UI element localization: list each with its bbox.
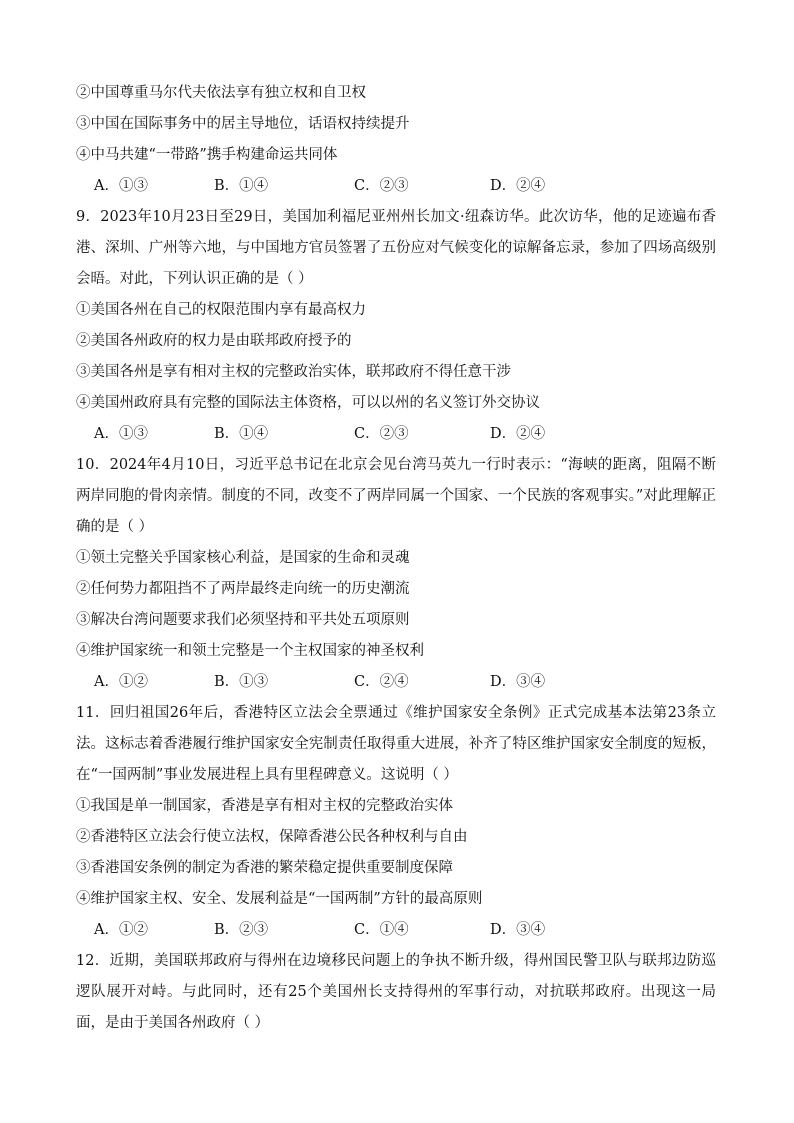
q9-option-b: B．①④	[214, 426, 269, 442]
q10-option-b: B．①③	[214, 674, 269, 690]
q11-stem: 11．回归祖国26年后，香港特区立法会全票通过《维护国家安全条例》正式完成基本法第23条立法。这标志着香港履行维护国家安全宪制责任取得重大进展，补齐了特区维护国家安全制度的短板，在“一国两制”事业发展进程上具有里程碑意义。这说明（ ）	[76, 705, 716, 783]
q8-options	[76, 171, 716, 202]
q9-item-1: ①美国各州在自己的权限范围内享有最高权力	[76, 302, 366, 318]
q8-option-c: C．②③	[354, 178, 409, 194]
q10-option-c: C．②④	[354, 674, 409, 690]
q9-option-d: D．②④	[490, 426, 546, 442]
q11-item-3: ③香港国安条例的制定为香港的繁荣稳定提供重要制度保障	[76, 860, 453, 876]
q8-option-d: D．②④	[490, 178, 546, 194]
q10-item-4: ④维护国家统一和领土完整是一个主权国家的神圣权利	[76, 643, 424, 659]
q10-option-a: A．①②	[94, 674, 148, 690]
q9-item-3: ③美国各州是享有相对主权的完整政治实体，联邦政府不得任意干涉	[76, 364, 511, 380]
q8-item-4: ④中马共建“一带路”携手构建命运共同体	[76, 147, 338, 163]
q11-option-a: A．①②	[94, 922, 148, 938]
q11-option-c: C．①④	[354, 922, 409, 938]
q8-option-b: B．①④	[214, 178, 269, 194]
q9-option-c: C．②③	[354, 426, 409, 442]
q10-options	[76, 667, 716, 698]
q9-item-4: ④美国州政府具有完整的国际法主体资格，可以以州的名义签订外交协议	[76, 395, 540, 411]
q9-options	[76, 419, 716, 450]
q10-item-1: ①领土完整关乎国家核心利益，是国家的生命和灵魂	[76, 550, 410, 566]
q10-option-d: D．③④	[490, 674, 546, 690]
q9-option-a: A．①③	[94, 426, 148, 442]
q10-item-3: ③解决台湾问题要求我们必须坚持和平共处五项原则	[76, 612, 410, 628]
q8-item-3: ③中国在国际事务中的居主导地位，话语权持续提升	[76, 116, 410, 132]
q11-option-d: D．③④	[490, 922, 546, 938]
q8-item-2: ②中国尊重马尔代夫依法享有独立权和自卫权	[76, 85, 366, 101]
q9-stem: 9．2023年10月23日至29日，美国加利福尼亚州州长加文·纽森访华。此次访华，他的足迹遍布香港、深圳、广州等六地，与中国地方官员签署了五份应对气候变化的谅解备忘录，参加了四场高级别会晤。对此，下列认识正确的是（ ）	[76, 209, 716, 287]
q8-option-a: A．①③	[94, 178, 148, 194]
q11-item-4: ④维护国家主权、安全、发展利益是“一国两制”方针的最高原则	[76, 891, 483, 907]
q10-item-2: ②任何势力都阻挡不了两岸最终走向统一的历史潮流	[76, 581, 410, 597]
q11-option-b: B．②③	[214, 922, 269, 938]
q11-item-2: ②香港特区立法会行使立法权，保障香港公民各种权利与自由	[76, 829, 468, 845]
q11-item-1: ①我国是单一制国家，香港是享有相对主权的完整政治实体	[76, 798, 453, 814]
q12-stem: 12．近期，美国联邦政府与得州在边境移民问题上的争执不断升级，得州国民警卫队与联邦边防巡逻队展开对峙。与此同时，还有25个美国州长支持得州的军事行动，对抗联邦政府。出现这一局面，是由于美国各州政府（ ）	[76, 953, 716, 1031]
q10-stem: 10．2024年4月10日，习近平总书记在北京会见台湾马英九一行时表示：“海峡的距离，阻隔不断两岸同胞的骨肉亲情。制度的不同，改变不了两岸同属一个国家、一个民族的客观事实。”对此理解正确的是（ ）	[76, 457, 717, 535]
exam-content	[76, 78, 716, 1039]
q11-options	[76, 915, 716, 946]
q9-item-2: ②美国各州政府的权力是由联邦政府授予的	[76, 333, 352, 349]
